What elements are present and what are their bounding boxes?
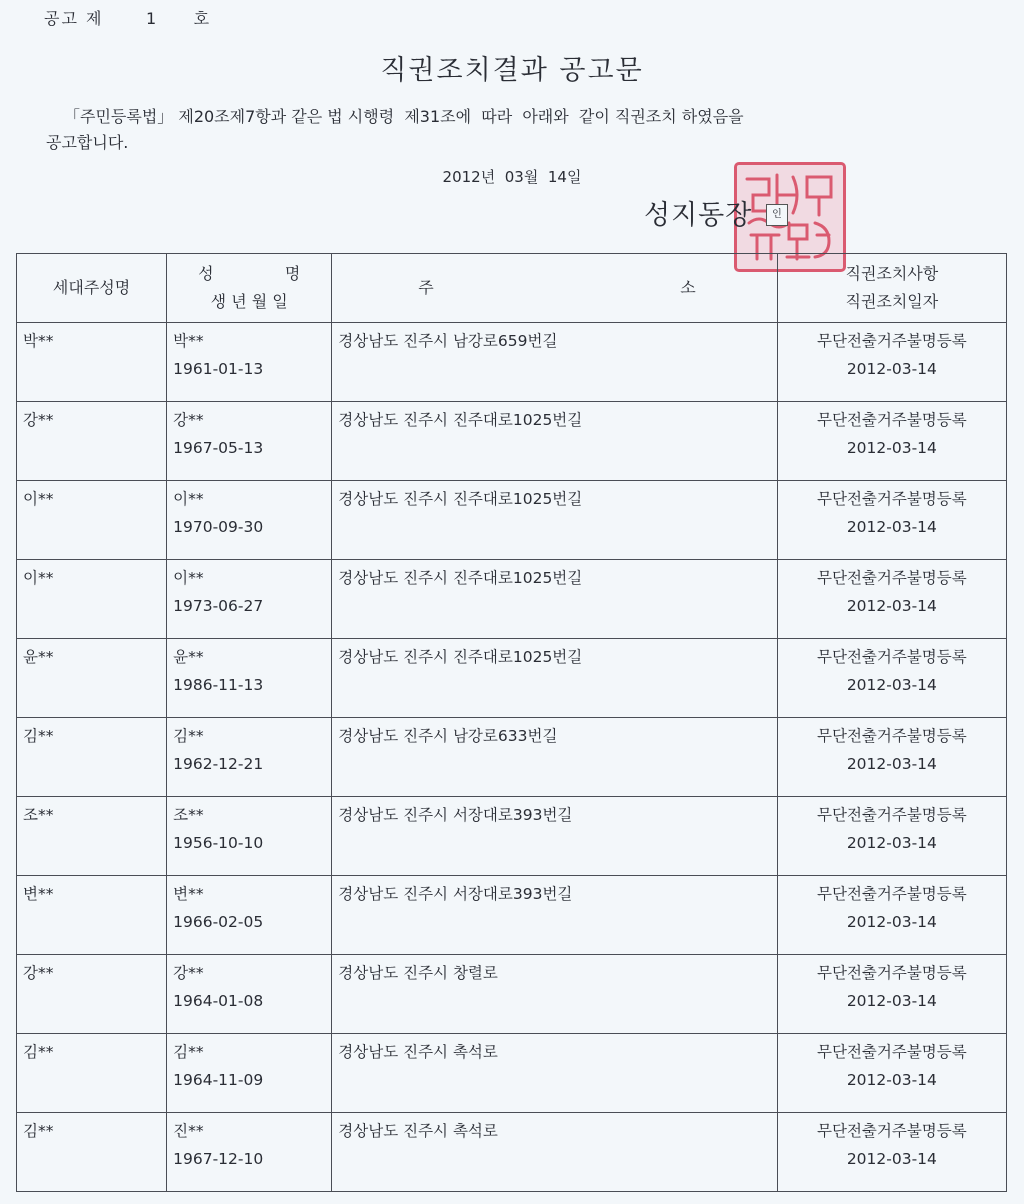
row-name: 이**	[173, 490, 204, 508]
row-birth: 1970-09-30	[173, 518, 264, 536]
intro-paragraph	[46, 104, 946, 156]
row-action-date: 2012-03-14	[846, 676, 937, 694]
header-address-part-2: 소	[680, 278, 696, 297]
document-title: 직권조치결과 공고문	[380, 55, 644, 86]
table-row	[17, 402, 1007, 481]
table-row	[17, 797, 1007, 876]
header-householder: 세대주성명	[17, 254, 167, 323]
row-action-date: 2012-03-14	[846, 755, 937, 773]
document-date: 2012년 03월 14일	[442, 168, 582, 186]
row-birth: 1967-05-13	[173, 439, 264, 457]
table-row	[17, 876, 1007, 955]
row-name: 윤**	[173, 648, 204, 666]
row-action: 무단전출거주불명등록	[817, 411, 967, 429]
row-action-date: 2012-03-14	[846, 360, 937, 378]
row-action: 무단전출거주불명등록	[817, 1122, 967, 1140]
row-householder: 이**	[23, 569, 54, 587]
table-row	[17, 323, 1007, 402]
header-address	[332, 254, 777, 323]
row-name: 변**	[173, 885, 204, 903]
row-action: 무단전출거주불명등록	[817, 964, 967, 982]
row-birth: 1986-11-13	[173, 676, 264, 694]
header-name-birth	[167, 254, 332, 323]
seal-mark-box: 인	[766, 204, 788, 226]
row-action: 무단전출거주불명등록	[817, 885, 967, 903]
row-householder: 박**	[23, 332, 54, 350]
header-address-part-1: 주	[418, 278, 434, 297]
header-action-type: 직권조치사항	[845, 264, 939, 283]
row-action-date: 2012-03-14	[846, 518, 937, 536]
row-name: 강**	[173, 964, 204, 982]
intro-line-2: 공고합니다.	[46, 133, 129, 152]
table-row	[17, 1113, 1007, 1192]
row-address: 경상남도 진주시 촉석로	[338, 1043, 498, 1061]
row-birth: 1964-01-08	[173, 992, 264, 1010]
table-row	[17, 955, 1007, 1034]
header-name-part-1: 성	[198, 264, 214, 283]
records-table	[16, 253, 1007, 1192]
row-address: 경상남도 진주시 서장대로393번길	[338, 806, 573, 824]
row-name: 김**	[173, 727, 204, 745]
row-action-date: 2012-03-14	[846, 992, 937, 1010]
row-address: 경상남도 진주시 진주대로1025번길	[338, 648, 583, 666]
signer-title: 성지동장	[644, 200, 753, 231]
row-action-date: 2012-03-14	[846, 597, 937, 615]
row-address: 경상남도 진주시 진주대로1025번길	[338, 490, 583, 508]
row-action-date: 2012-03-14	[846, 1150, 937, 1168]
row-action: 무단전출거주불명등록	[817, 332, 967, 350]
row-action-date: 2012-03-14	[846, 913, 937, 931]
table-row	[17, 639, 1007, 718]
row-householder: 김**	[23, 1043, 54, 1061]
row-action: 무단전출거주불명등록	[817, 1043, 967, 1061]
row-householder: 강**	[23, 964, 54, 982]
row-name: 박**	[173, 332, 204, 350]
row-birth: 1956-10-10	[173, 834, 264, 852]
row-name: 조**	[173, 806, 204, 824]
row-householder: 이**	[23, 490, 54, 508]
row-birth: 1964-11-09	[173, 1071, 264, 1089]
row-birth: 1962-12-21	[173, 755, 264, 773]
table-row	[17, 481, 1007, 560]
table-row	[17, 560, 1007, 639]
row-birth: 1961-01-13	[173, 360, 264, 378]
row-action: 무단전출거주불명등록	[817, 806, 967, 824]
header-action-date: 직권조치일자	[845, 292, 939, 311]
row-birth: 1967-12-10	[173, 1150, 264, 1168]
row-address: 경상남도 진주시 진주대로1025번길	[338, 411, 583, 429]
row-householder: 김**	[23, 1122, 54, 1140]
row-householder: 변**	[23, 885, 54, 903]
header-name-part-2: 명	[284, 264, 301, 283]
table-row	[17, 1034, 1007, 1113]
header-action	[777, 254, 1006, 323]
row-action: 무단전출거주불명등록	[817, 727, 967, 745]
row-name: 진**	[173, 1122, 204, 1140]
row-action: 무단전출거주불명등록	[817, 569, 967, 587]
row-action: 무단전출거주불명등록	[817, 648, 967, 666]
table-header-row	[17, 254, 1007, 323]
row-birth: 1966-02-05	[173, 913, 264, 931]
row-action-date: 2012-03-14	[846, 1071, 937, 1089]
row-address: 경상남도 진주시 진주대로1025번길	[338, 569, 583, 587]
intro-line-1: 「주민등록법」 제20조제7항과 같은 법 시행령 제31조에 따라 아래와 같이 직권조치 하였음을	[64, 107, 744, 126]
row-action-date: 2012-03-14	[846, 439, 937, 457]
row-householder: 조**	[23, 806, 54, 824]
row-address: 경상남도 진주시 남강로633번길	[338, 727, 558, 745]
row-name: 강**	[173, 411, 204, 429]
row-address: 경상남도 진주시 남강로659번길	[338, 332, 558, 350]
row-householder: 강**	[23, 411, 54, 429]
row-address: 경상남도 진주시 서장대로393번길	[338, 885, 573, 903]
row-name: 김**	[173, 1043, 204, 1061]
row-address: 경상남도 진주시 촉석로	[338, 1122, 498, 1140]
row-birth: 1973-06-27	[173, 597, 264, 615]
row-householder: 김**	[23, 727, 54, 745]
row-address: 경상남도 진주시 창렬로	[338, 964, 498, 982]
header-birth: 생 년 월 일	[210, 292, 288, 311]
row-action-date: 2012-03-14	[846, 834, 937, 852]
row-action: 무단전출거주불명등록	[817, 490, 967, 508]
notice-number: 공고 제 1 호	[44, 9, 212, 28]
row-householder: 윤**	[23, 648, 54, 666]
table-row	[17, 718, 1007, 797]
row-name: 이**	[173, 569, 204, 587]
